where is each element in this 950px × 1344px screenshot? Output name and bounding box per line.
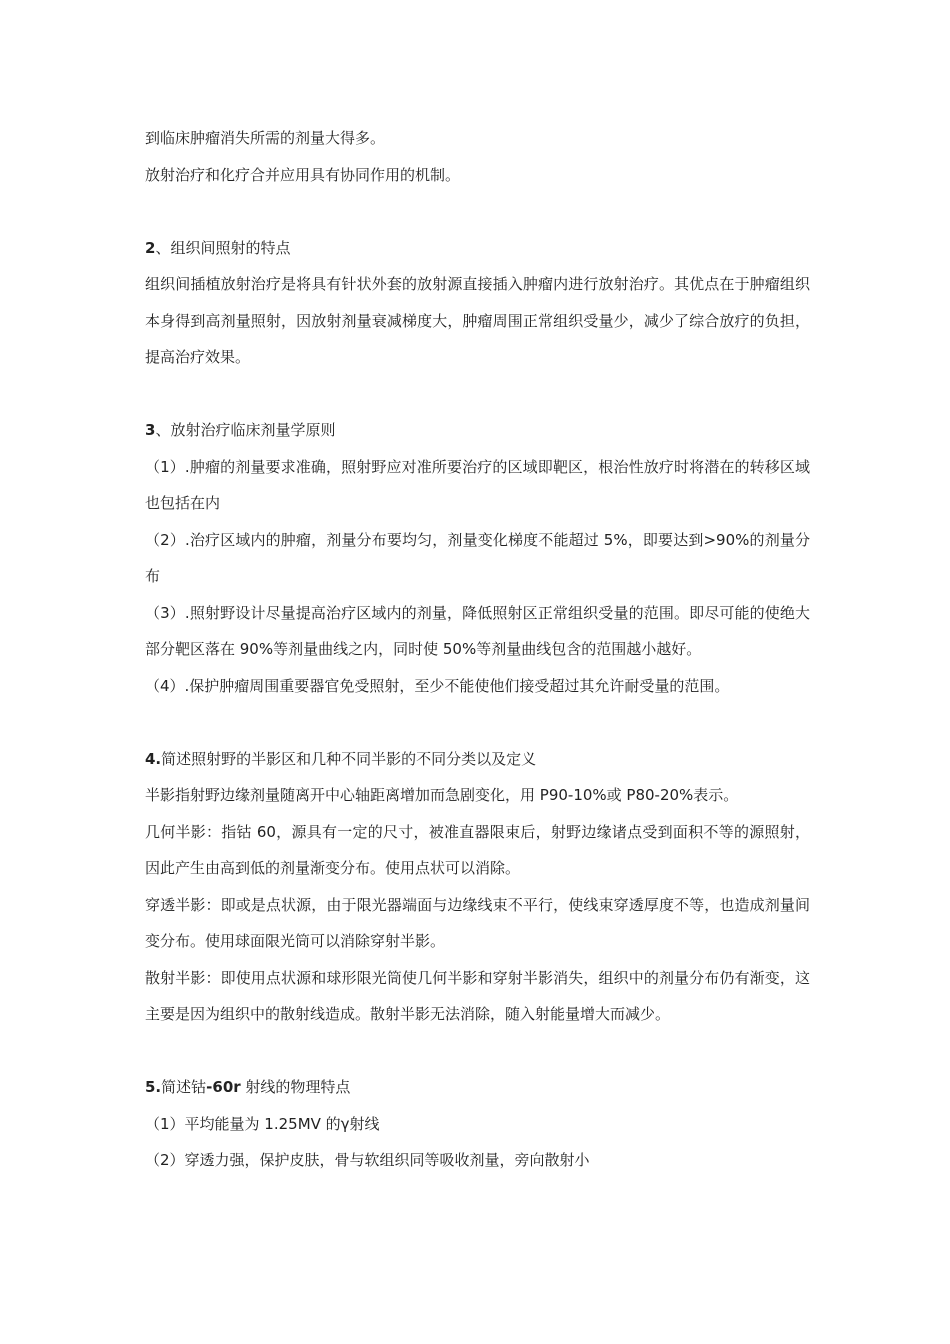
paragraph: 放射治疗和化疗合并应用具有协同作用的机制。 — [145, 165, 461, 184]
section-heading — [145, 741, 810, 778]
list-item: （2）.治疗区域内的肿瘤，剂量分布要均匀，剂量变化梯度不能超过 5%，即要达到>90%的剂量分布 — [145, 530, 810, 585]
section-spacer — [145, 376, 810, 413]
paragraph: 到临床肿瘤消失所需的剂量大得多。 — [145, 129, 386, 147]
heading-text-suffix: 射线的物理特点 — [240, 1078, 351, 1096]
heading-text: 简述钴 — [161, 1078, 207, 1096]
paragraph: 散射半影：即使用点状源和球形限光筒使几何半影和穿射半影消失，组织中的剂量分布仍有渐变，这主要是因为组织中的散射线造成。散射半影无法消除，随入射能量增大而减少。 — [145, 968, 810, 1023]
heading-text: 、组织间照射的特点 — [155, 238, 291, 257]
heading-number: 3 — [145, 421, 156, 439]
paragraph: 穿透半影：即或是点状源，由于限光器端面与边缘线束不平行，使线束穿透厚度不等，也造成剂量间变分布。使用球面限光筒可以消除穿射半影。 — [145, 895, 810, 950]
heading-number-suffix: -60r — [206, 1078, 241, 1096]
heading-text: 、放射治疗临床剂量学原则 — [155, 421, 336, 439]
heading-number: 4. — [145, 749, 162, 768]
section-heading — [145, 230, 810, 267]
heading-text: 简述照射野的半影区和几种不同半影的不同分类以及定义 — [161, 749, 537, 768]
heading-number: 5. — [145, 1078, 162, 1096]
list-item: （3）.照射野设计尽量提高治疗区域内的剂量，降低照射区正常组织受量的范围。即尽可能的使绝大部分靶区落在 90%等剂量曲线之内，同时使 50%等剂量曲线包含的范围越小越好。 — [145, 603, 810, 658]
heading-number: 2 — [145, 238, 156, 257]
document-body — [145, 120, 810, 1179]
section-spacer — [145, 704, 810, 741]
list-item: （2）穿透力强，保护皮肤，骨与软组织同等吸收剂量，旁向散射小 — [145, 1151, 590, 1169]
paragraph: 组织间插植放射治疗是将具有针状外套的放射源直接插入肿瘤内进行放射治疗。其优点在于肿瘤组织本身得到高剂量照射，因放射剂量衰减梯度大，肿瘤周围正常组织受量少，减少了综合放疗的负担，提高治疗效果。 — [145, 275, 810, 366]
paragraph: 几何半影：指钴 60，源具有一定的尺寸，被准直器限束后，射野边缘诸点受到面积不等的源照射，因此产生由高到低的剂量渐变分布。使用点状可以消除。 — [145, 822, 810, 877]
list-item: （4）.保护肿瘤周围重要器官免受照射，至少不能使他们接受超过其允许耐受量的范围。 — [145, 676, 730, 695]
section-heading — [145, 412, 810, 449]
section-heading — [145, 1069, 810, 1106]
paragraph: 半影指射野边缘剂量随离开中心轴距离增加而急剧变化，用 P90-10%或 P80-20%表示。 — [145, 786, 739, 804]
list-item: （1）平均能量为 1.25MV 的γ射线 — [145, 1114, 380, 1133]
list-item: （1）.肿瘤的剂量要求准确，照射野应对准所要治疗的区域即靶区，根治性放疗时将潜在的转移区域也包括在内 — [145, 457, 810, 512]
section-spacer — [145, 1033, 810, 1070]
section-spacer — [145, 193, 810, 230]
